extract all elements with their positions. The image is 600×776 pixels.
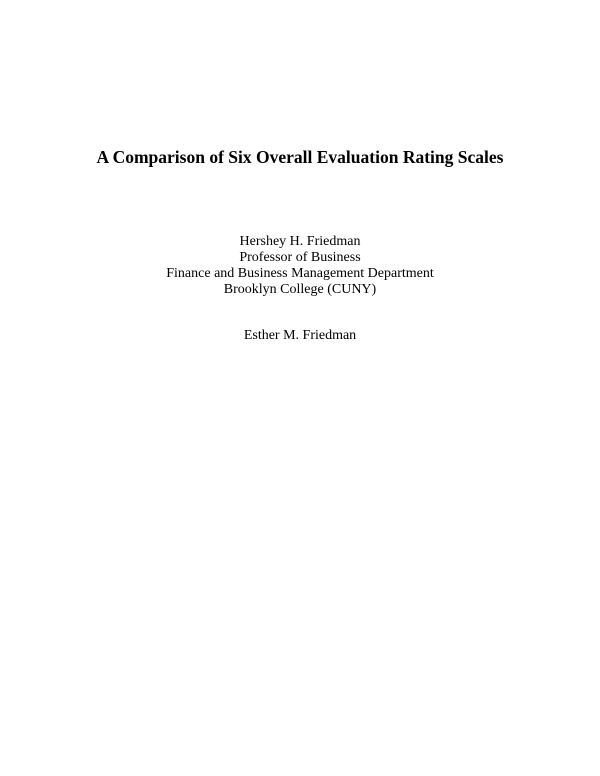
author-institution: Brooklyn College (CUNY) [223, 282, 377, 297]
paper-title: A Comparison of Six Overall Evaluation Rating Scales [96, 147, 504, 167]
author-block-primary [0, 234, 600, 298]
author-name: Hershey H. Friedman [239, 234, 361, 249]
author-department: Finance and Business Management Department [166, 266, 434, 281]
author-position: Professor of Business [239, 250, 361, 265]
author-block-secondary [0, 328, 600, 344]
author-name: Esther M. Friedman [243, 328, 357, 343]
